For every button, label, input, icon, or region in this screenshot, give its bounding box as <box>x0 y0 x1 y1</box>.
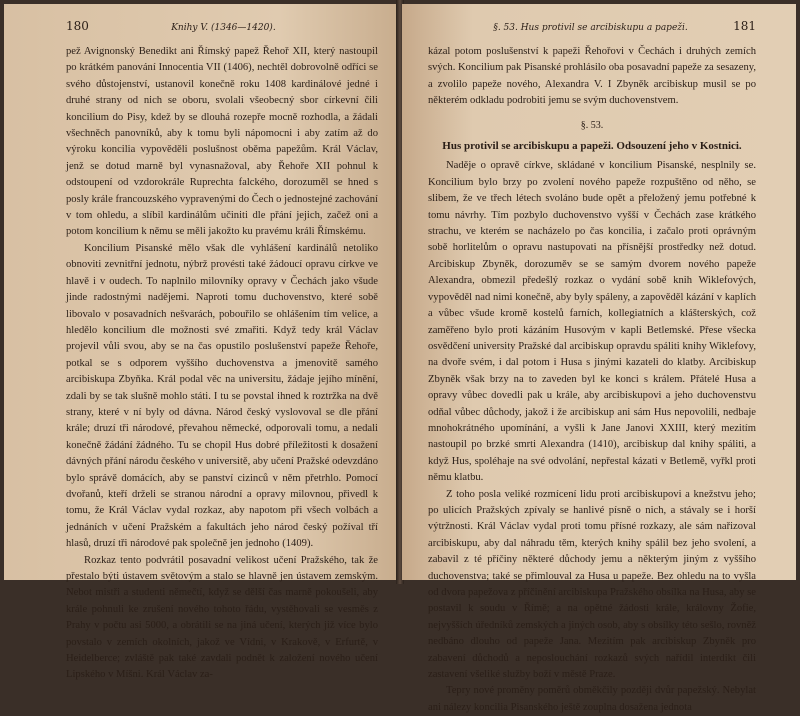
right-page-body <box>428 44 756 716</box>
left-page-header <box>66 20 378 34</box>
right-page-number: 181 <box>733 19 756 33</box>
section-title: Hus protivil se arcibiskupu a papeži. Odsouzení jeho v Kostnici. <box>442 140 742 153</box>
paragraph: kázal potom poslušenství k papeži Řehořovi v Čechách i druhých zemích svých. Koncilium pak Pisanské prohlásilo oba posavadní papeže za sesazeny, a zvolilo papeže nového, Alexandra V. I Zbyněk arcibiskup musil se po některém odkladu podrobiti jemu se svým duchovenstvem. <box>428 46 756 107</box>
paragraph: Rozkaz tento podvrátil posavadní velikost učení Pražského, tak že přestalo býti ústavem světovým a stalo se hlavně jen ústavem zemským. Nebot mistři a studenti němečtí, když se dělší čas marně pokoušeli, aby krále pohnuli ke zrušení nového tohoto řádu, vystěhovali se vesměs z Prahy v počtu asi 5000, a obrátili se na jiná učení, kterých již více bylo povstalo v zemích okolních, jakož ve Vídni, v Krakově, v Erfurtě, v Heidelberce; zvláště pak také zavdali podnět k založení nového učení Lipského v Míšni. Král Václav za- <box>66 554 378 681</box>
left-page <box>4 4 398 681</box>
paragraph: Z toho posla veliké rozmícení lidu proti arcibiskupovi a knežstvu jeho; po ulicích Pražských zpívaly se hanlivé písně o nich, a stávaly se i horší výtržnosti. Král Václav vydal proti tomu přísné rozkazy, ale sám nařizoval arcibiskupu, aby dal náhradu těm, kterých knihy spálil bez jeho svolení, a zabavil z té příčiny některé důchody jemu a některým jiným z vyššího duchovenstva; také se přimlouval za Husa u papeže. Bez ohledu na to vyšla od dvora papežova z příčinění arcibiskupa Pražského obsílka na Husa, aby se postavil k soudu v Římě; a na opětné žádosti krále, královny Žofie, nejvyšších úředníků zemských a jiných osob, aby s obsílky této sešlo, rovněž nedbáno dlouho od papeže Jana. Mezitím pak arcibiskup Zbyněk pro zabavení důchodů a neposlouchání rozkazů svých nařídil interdikt čili zastavení všeliké služby boží v městě Praze. <box>428 488 756 681</box>
right-page <box>402 4 796 713</box>
paragraph: Naděje o opravě církve, skládané v koncilium Pisanské, nesplnily se. Koncilium bylo brzy po zvolení nového papeže rozpuštěno od něho, se slibem, že ve třech létech svoláno bude opět a přeložený jemu potřebné k tomu návrhy. Tím pozbylo duchovenstvo vyšší v Čechách zase krátkého strachu, ve kterém se nacházelo po čas koncilia, i začalo proti oprávným sobě horlitelům o opravu nastupovati na přísnější prostředky než dotud. Arcibiskup Zbyněk, dorozuměv se se samým dvorem nového papeže Alexandra, obmezil předešlý rozkaz o vydání sobě knih Wiklefových, vypověděl nad nimi konečně, aby byly spáleny, a zapověděl kázání v kaplích a vůbec všude kromě kostelů farních, kollegiatních a klášterských, což zaměřeno bylo proti kázáním Husovým v kapli Betlemské. Přese všecka osvědčení university Pražské dal arcibiskup opravdu spáliti knihy Wiklefovy, na dvoře svém, i dal potom i Husa s jinými kazateli do klatby. Arcibiskup Zbyněk však brzy na to zaveden byl ke konci s králem. Přátelé Husa a opravy vůbec dovedli pak u krále, aby arcibiskupovi a jeho duchovenstvu odňal vůbec důchody, jakož i že arcibiskup ani sám Hus nepovolili, nedbaje mnohokrátného upomínání, a vyšli k Jane Janovi XXIII, který mezitím nastoupil po brzké smrti Alexandra (1410), arcibiskup dal knihy spáliti, a když Hus, spoléhaje na své odvolání, nepřestal kázati v Betlemě, vyřkl proti němu klatbu. <box>428 160 756 484</box>
section-number: §. 53. <box>580 119 604 131</box>
left-running-title: Knihy V. (1346—1420). <box>171 23 276 33</box>
right-running-title: §. 53. Hus protivil se arcibiskupu a papeži. <box>493 23 688 33</box>
paragraph: pež Avignonský Benedikt ani Římský papež Řehoř XII, který nastoupil po krátkém panování Innocentia VII (1406), nechtěl dobrovolně odříci se svého důstojenství, ustanovil konečně roku 1408 kardinálové jedné i druhé strany od nich se oboru, svolali všeobecný sbor církevní čili koncilium do Pisy, kdež by se dlouhá rozepře mocně rozhodla, a žádali všechněch panovníků, aby k tomu byli nápomocni i aby zatím až do výroku koncilia vypověděli poslušnost oběma papežům. Král Václav, jenž se dotud marně byl vynasnažoval, aby Řehoře XII pohnul k odstoupení od vzdorokrále Ruprechta falckého, dorozuměl se hned s posly krále francouzského vypravenými do Čech o jednostejné zachování v tom ohledu, a slíbil kardinálům učiniti dle přání jejich, začež oni a potom koncilium k němu se měli jakožto ku pravému králi Římskému. <box>66 46 378 238</box>
left-page-body <box>66 44 378 684</box>
right-page-header <box>428 20 756 34</box>
left-page-number: 180 <box>66 19 89 33</box>
paragraph: Tepry nové proměny poměrů obměkčily později dvůr papežský. Nebylat ani nálezy koncilia Pisanského ještě zouplna dosažena jednota <box>428 685 756 713</box>
paragraph: Koncilium Pisanské mělo však dle vyhlášení kardinálů netoliko obnoviti zevnitřní jednotu, nýbrž provésti také žádoucí opravu církve ve hlavě i v oudech. To naplnilo milovníky opravy v Čechách jako všude jinde radostnými nadějemi. Naproti tomu duchovenstvo, které sobě libovalo v posavadních nešvarách, pobouřilo se ohlášením tím velice, a hledělo koncilium dle možnosti své zmařiti. Když tedy král Václav projevil vůli svou, aby se na čas opustilo poslušenství papeže Řehoře, potkal se s odporem vyššího duchovenstva a jmenovitě samého arcibiskupa Zbyňka. Král podal věc na universitu, žádaje jejího mínění, zdali by se tak slušně mohlo státi. I tu se povstal ihned k roztržka na dvě strany, které v ní byly od dávna. Národ český vyslovoval se dle přání krále; druzí tři národové, převahou německé, odporovali tomu, a nedali konečně žádání žádného. Tu se chopil Hus dobré příležitosti k dosažení dávných přání národu českého v universitě, aby učení Pražské odevzdáno bylo správě domácích, aby se panství cizinců v něm přetrhlo. Pomocí dvořanů, kteří drželi se stranou národní a opravy milovnou, přivedl k tomu, že Král Václav vydal rozkaz, aby napotom při všech volbách a jednáních v učení Pražském a fakultách jeho národ český požíval tří hlasů, druzí tři národové pak společně jen jednoho (1409). <box>66 242 378 550</box>
